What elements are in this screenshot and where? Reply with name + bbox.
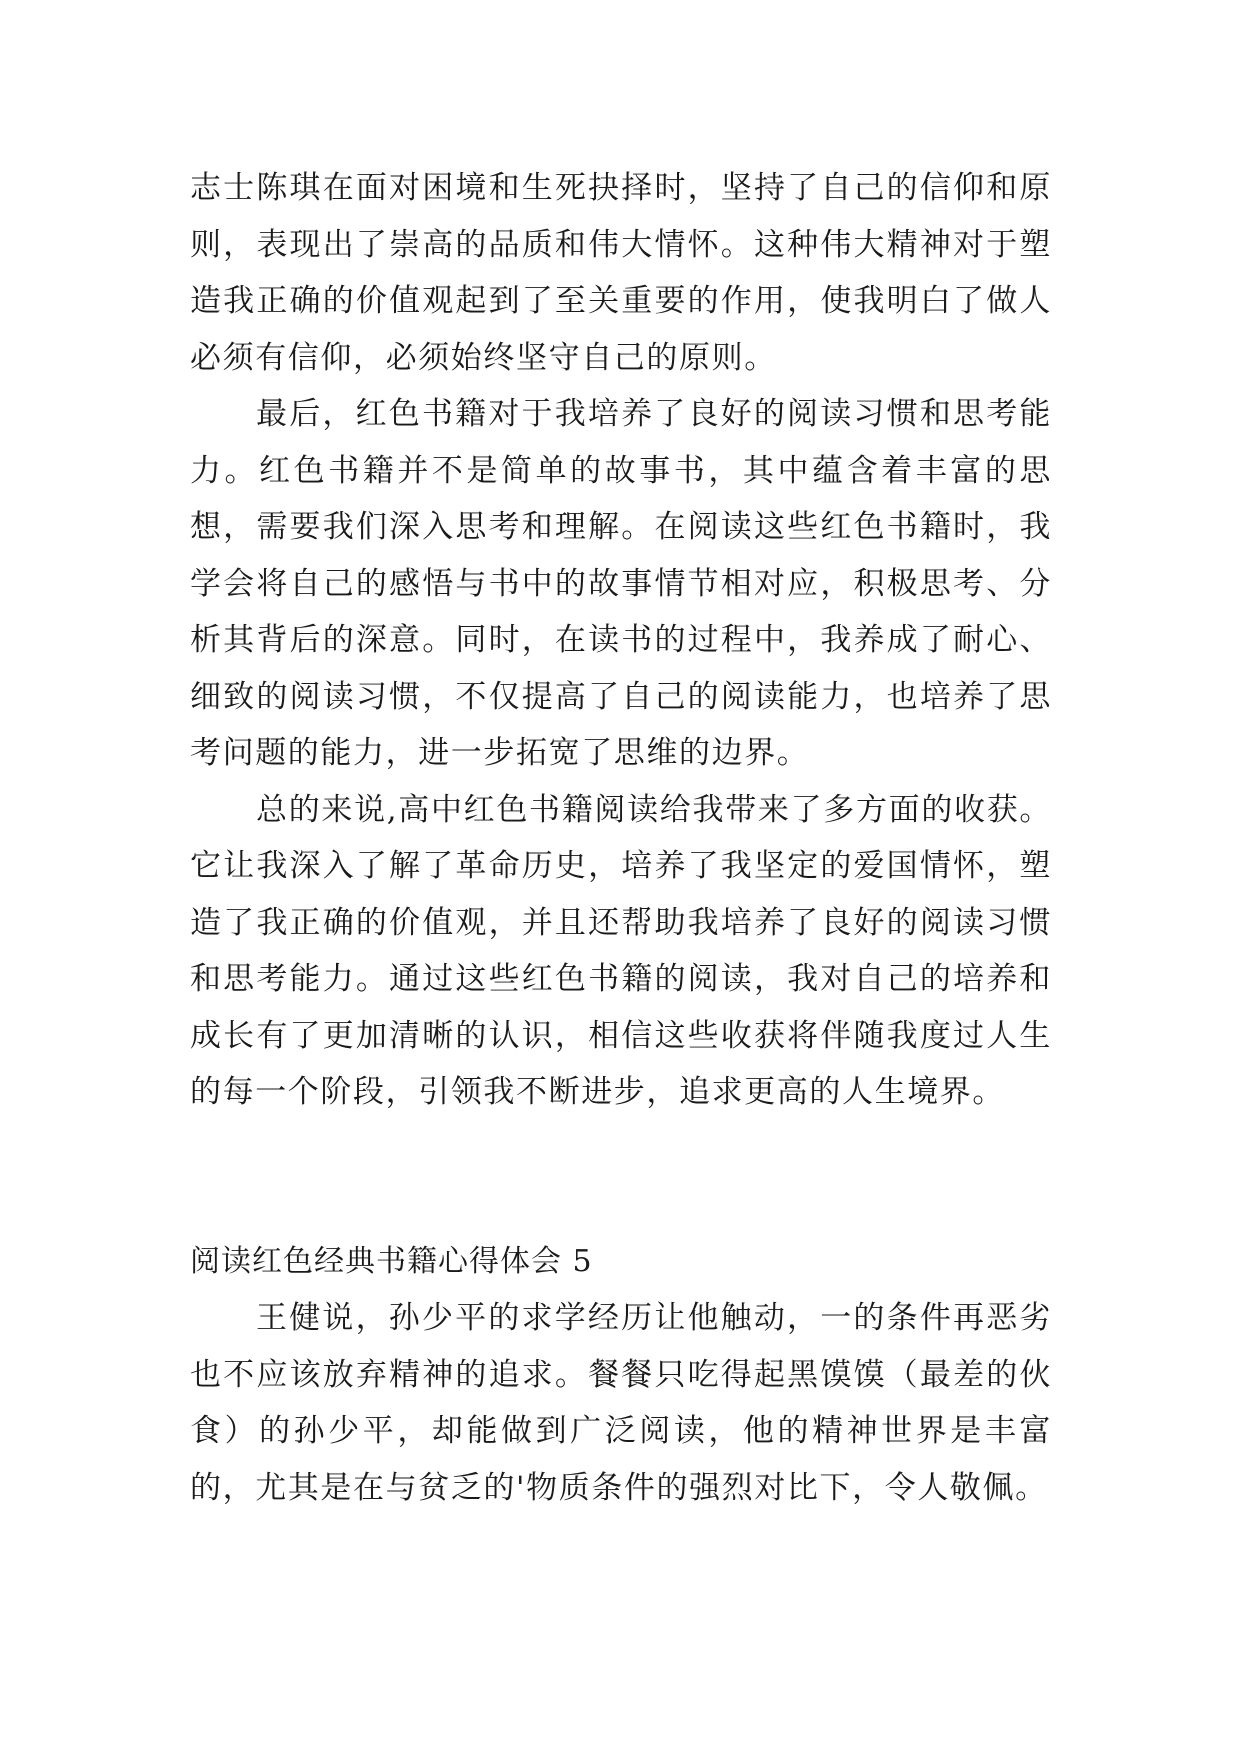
document-body	[190, 160, 1052, 1516]
section-title: 阅读红色经典书籍心得体会 5	[190, 1243, 593, 1279]
paragraph-conclusion: 总的来说,高中红色书籍阅读给我带来了多方面的收获。它让我深入了解了革命历史，培养了我坚定的爱国情怀，塑造了我正确的价值观，并且还帮助我培养了良好的阅读习惯和思考能力。通过这些红色书籍的阅读，我对自己的培养和成长有了更加清晰的认识，相信这些收获将伴随我度过人生的每一个阶段，引领我不断进步，追求更高的人生境界。	[190, 791, 1052, 1110]
paragraph-wang-jian: 王健说，孙少平的求学经历让他触动，一的条件再恶劣也不应该放弃精神的追求。餐餐只吃得起黑馍馍（最差的伙食）的孙少平，却能做到广泛阅读，他的精神世界是丰富的，尤其是在与贫乏的'物质条件的强烈对比下，令人敬佩。	[190, 1300, 1052, 1506]
paragraph-continuation: 志士陈琪在面对困境和生死抉择时，坚持了自己的信仰和原则，表现出了崇高的品质和伟大情怀。这种伟大精神对于塑造我正确的价值观起到了至关重要的作用，使我明白了做人必须有信仰，必须始终坚守自己的原则。	[190, 170, 1052, 376]
paragraph-reading-habits: 最后，红色书籍对于我培养了良好的阅读习惯和思考能力。红色书籍并不是简单的故事书，其中蕴含着丰富的思想，需要我们深入思考和理解。在阅读这些红色书籍时，我学会将自己的感悟与书中的故事情节相对应，积极思考、分析其背后的深意。同时，在读书的过程中，我养成了耐心、细致的阅读习惯，不仅提高了自己的阅读能力，也培养了思考问题的能力，进一步拓宽了思维的边界。	[190, 396, 1052, 771]
